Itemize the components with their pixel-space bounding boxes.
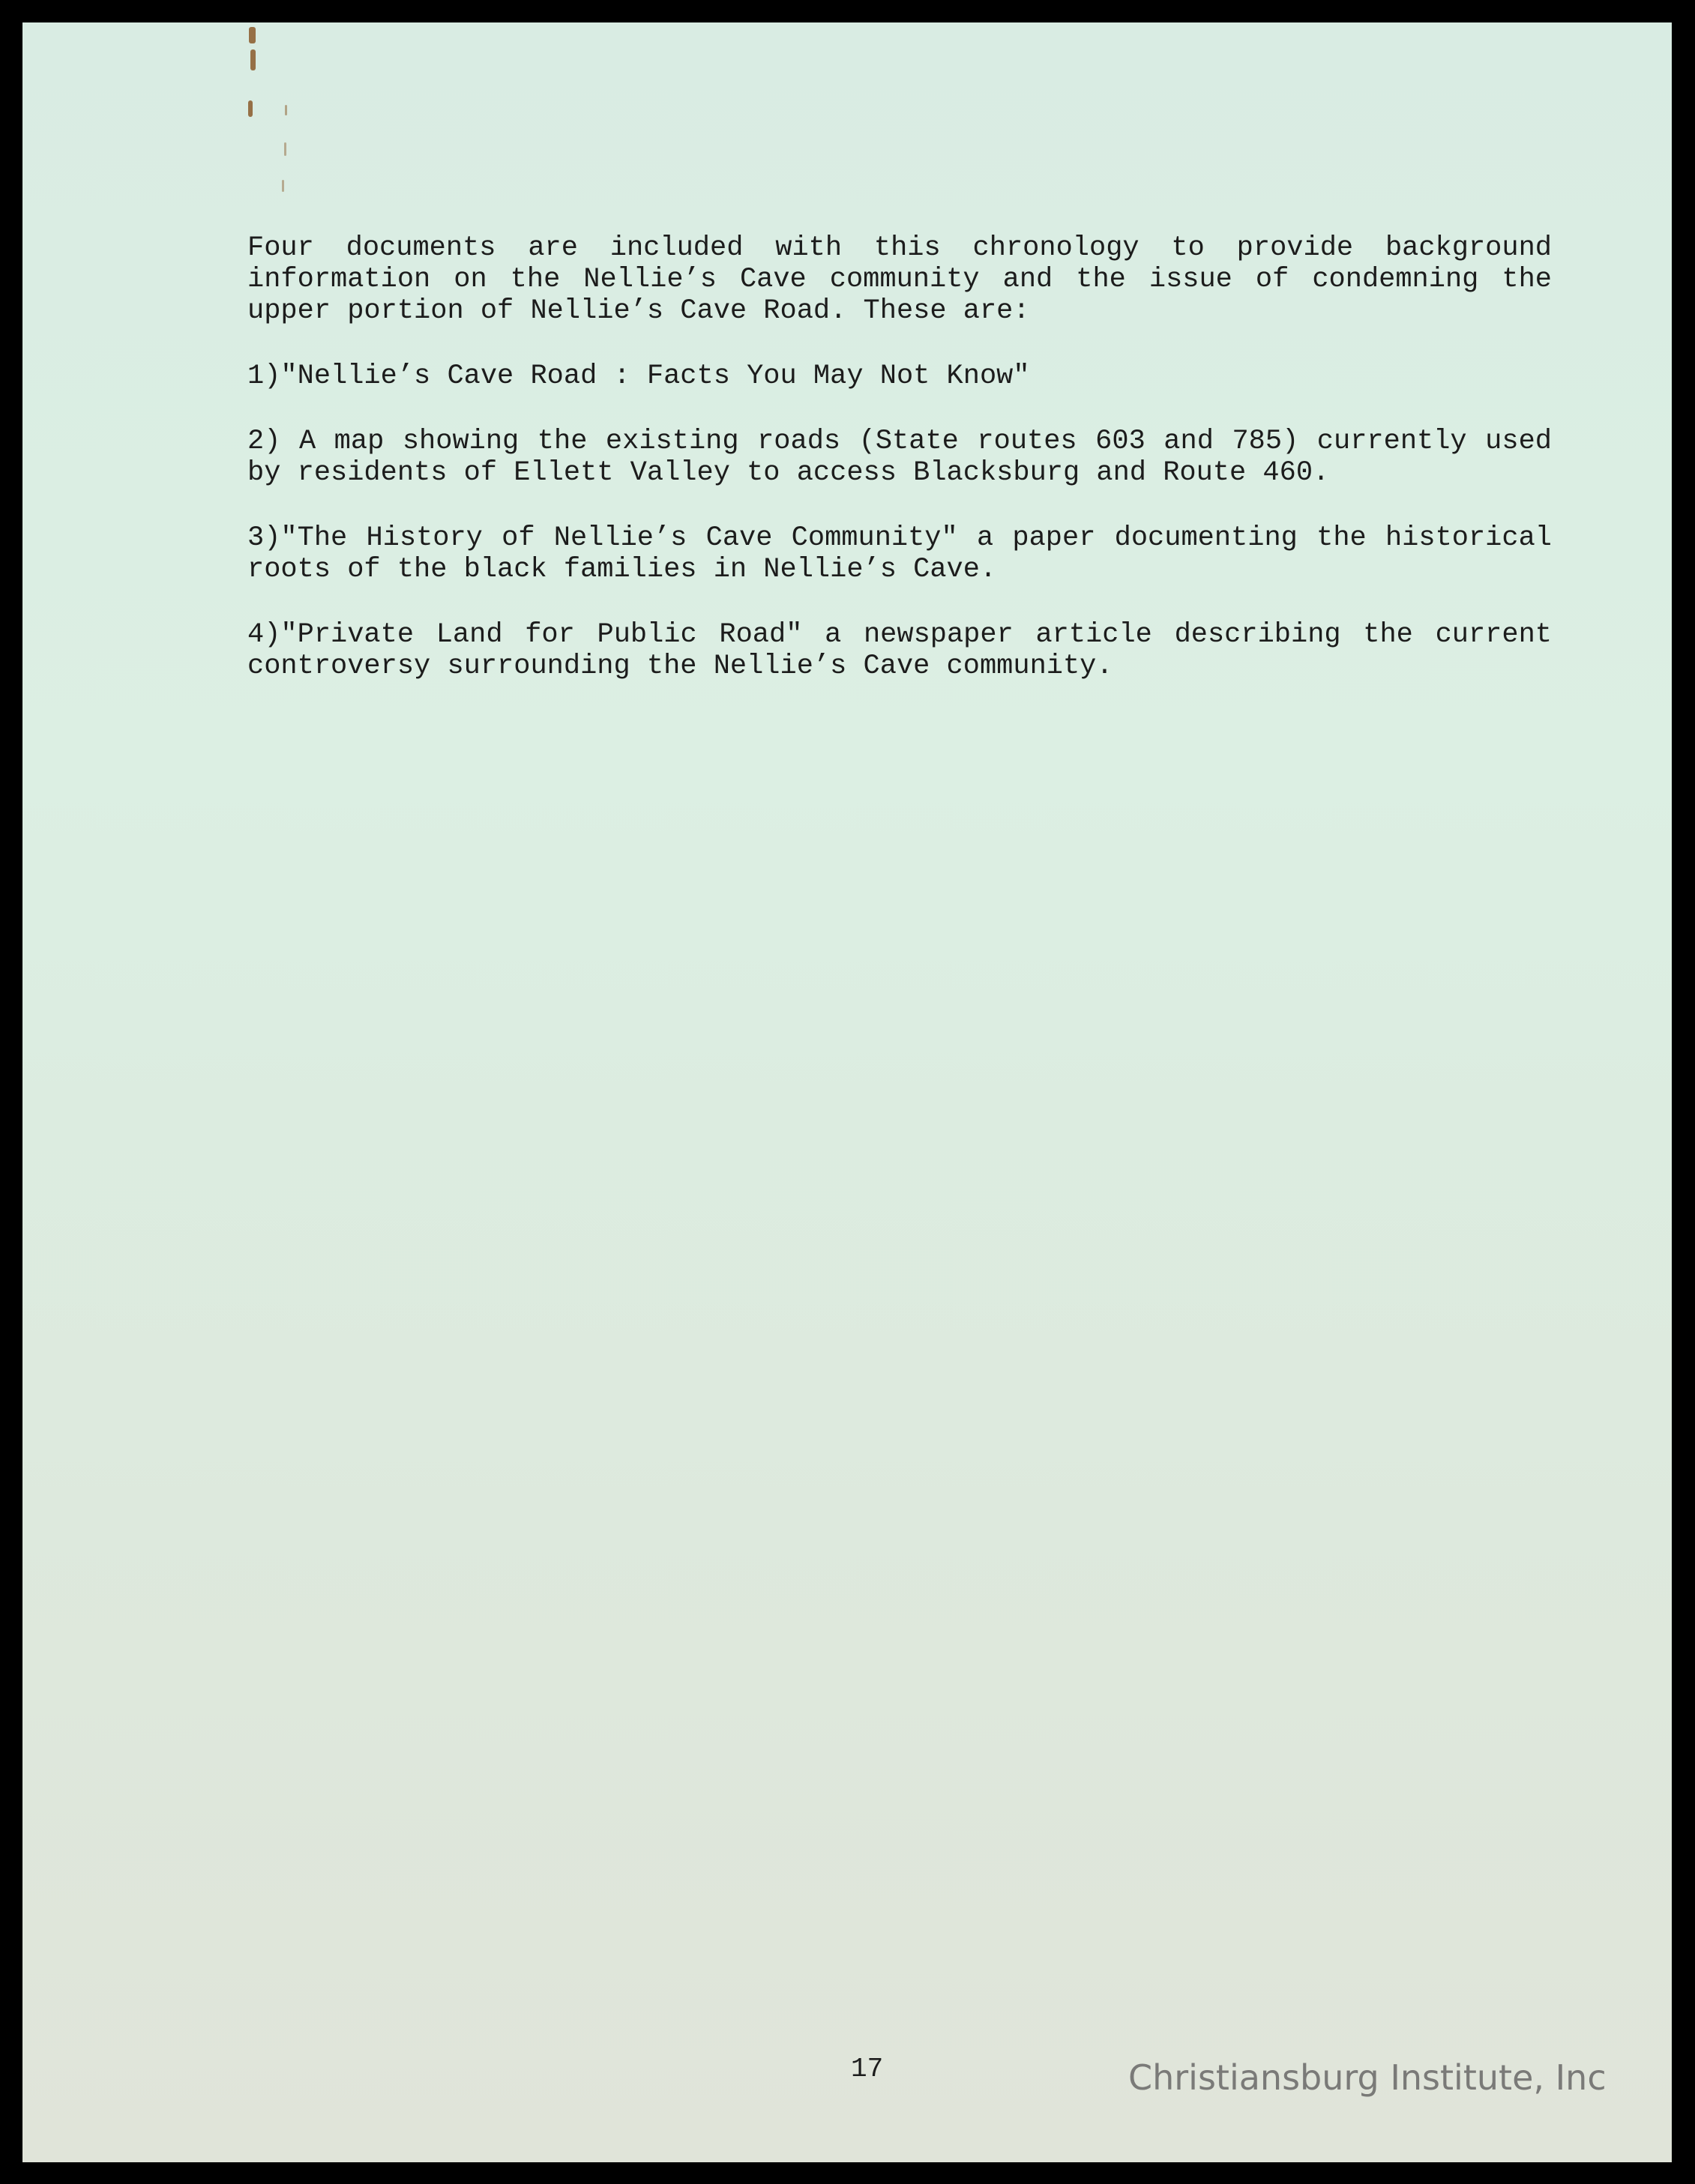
list-item: 3)"The History of Nellie’s Cave Community" a paper documenting the historical roots of the black families in Nellie’s Cave. xyxy=(247,522,1552,585)
rust-stain xyxy=(285,105,287,115)
rust-stain xyxy=(282,180,284,192)
list-item: 4)"Private Land for Public Road" a newspaper article describing the current controversy surrounding the Nellie’s Cave community. xyxy=(247,619,1552,682)
rust-stain xyxy=(284,142,286,156)
intro-paragraph: Four documents are included with this chronology to provide background information on the Nellie’s Cave community and the issue of condemning the upper portion of Nellie’s Cave Road. These are: xyxy=(247,232,1552,327)
page-number: 17 xyxy=(851,2054,884,2084)
rust-stain xyxy=(248,100,253,117)
list-item: 2) A map showing the existing roads (State routes 603 and 785) currently used by residents of Ellett Valley to access Blacksburg and Route 460. xyxy=(247,426,1552,489)
document-page xyxy=(22,22,1672,2162)
rust-stain xyxy=(250,49,256,70)
body-text xyxy=(247,232,1552,716)
watermark: Christiansburg Institute, Inc xyxy=(1128,2057,1607,2098)
list-item: 1)"Nellie’s Cave Road : Facts You May Not Know" xyxy=(247,361,1030,392)
rust-stain xyxy=(249,27,256,43)
